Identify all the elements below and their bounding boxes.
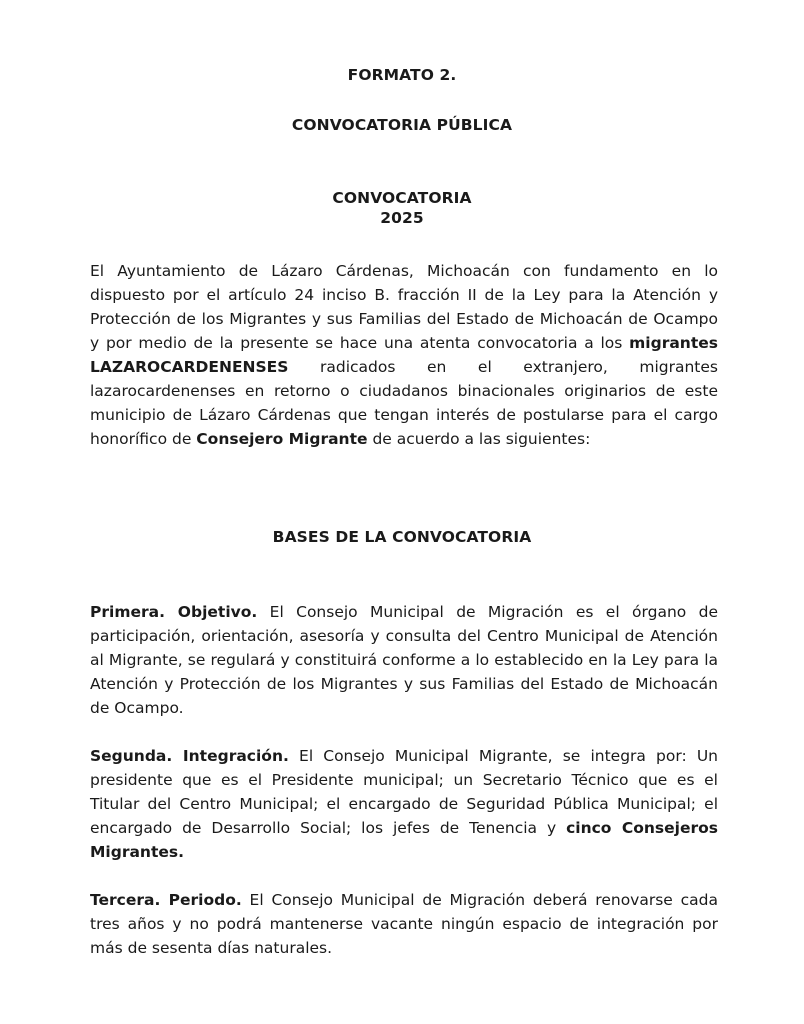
- base-primera-text: El Consejo Municipal de Migración es el órgano de participación, orientación, asesoría y consulta del Centro Municipal de Atención al Migrante, se regulará y constituirá conforme a lo establecido en la Ley para la Atención y Protección de los Migrantes y sus Familias del Estado de Michoacán de Ocampo.: [90, 603, 718, 717]
- base-segunda-bold-end: cinco Consejeros Migrantes.: [90, 819, 718, 861]
- base-segunda-text: El Consejo Municipal Migrante, se integra por: Un presidente que es el Presidente municipal; un Secretario Técnico que es el Titular del Centro Municipal; el encargado de Seguridad Pública Municipal; el encargado de Desarrollo Social; los jefes de Tenencia y: [90, 747, 718, 837]
- intro-bold-migrantes: migrantes LAZAROCARDENENSES: [90, 334, 718, 376]
- public-call-heading: CONVOCATORIA PÚBLICA: [291, 116, 513, 134]
- base-tercera-text: El Consejo Municipal de Migración deberá renovarse cada tres años y no podrá mantenerse vacante ningún espacio de integración por más de sesenta días naturales.: [90, 891, 718, 957]
- intro-text-1: El Ayuntamiento de Lázaro Cárdenas, Michoacán con fundamento en lo dispuesto por el artículo 24 inciso B. fracción II de la Ley para la Atención y Protección de los Migrantes y sus Familias del Estado de Michoacán de Ocampo y por medio de la presente se hace una atenta convocatoria a los: [90, 262, 718, 352]
- intro-bold-consejero: Consejero Migrante: [196, 430, 368, 448]
- intro-text-3: de acuerdo a las siguientes:: [367, 430, 591, 448]
- intro-paragraph: [90, 259, 718, 451]
- call-title: CONVOCATORIA: [332, 189, 472, 207]
- base-primera-label: Primera. Objetivo.: [90, 603, 258, 621]
- base-segunda-label: Segunda. Integración.: [90, 747, 289, 765]
- format-heading: FORMATO 2.: [347, 66, 457, 84]
- intro-text-2: radicados en el extranjero, migrantes lazarocardenenses en retorno o ciudadanos binacionales originarios de este municipio de Lázaro Cárdenas que tengan interés de postularse para el cargo honorífico de: [90, 358, 718, 448]
- call-year: 2025: [380, 209, 424, 227]
- call-title-block: [0, 188, 804, 228]
- base-segunda: [90, 744, 718, 864]
- base-tercera-label: Tercera. Periodo.: [90, 891, 242, 909]
- base-tercera: [90, 888, 718, 960]
- bases-heading: BASES DE LA CONVOCATORIA: [272, 528, 532, 546]
- base-primera: [90, 600, 718, 720]
